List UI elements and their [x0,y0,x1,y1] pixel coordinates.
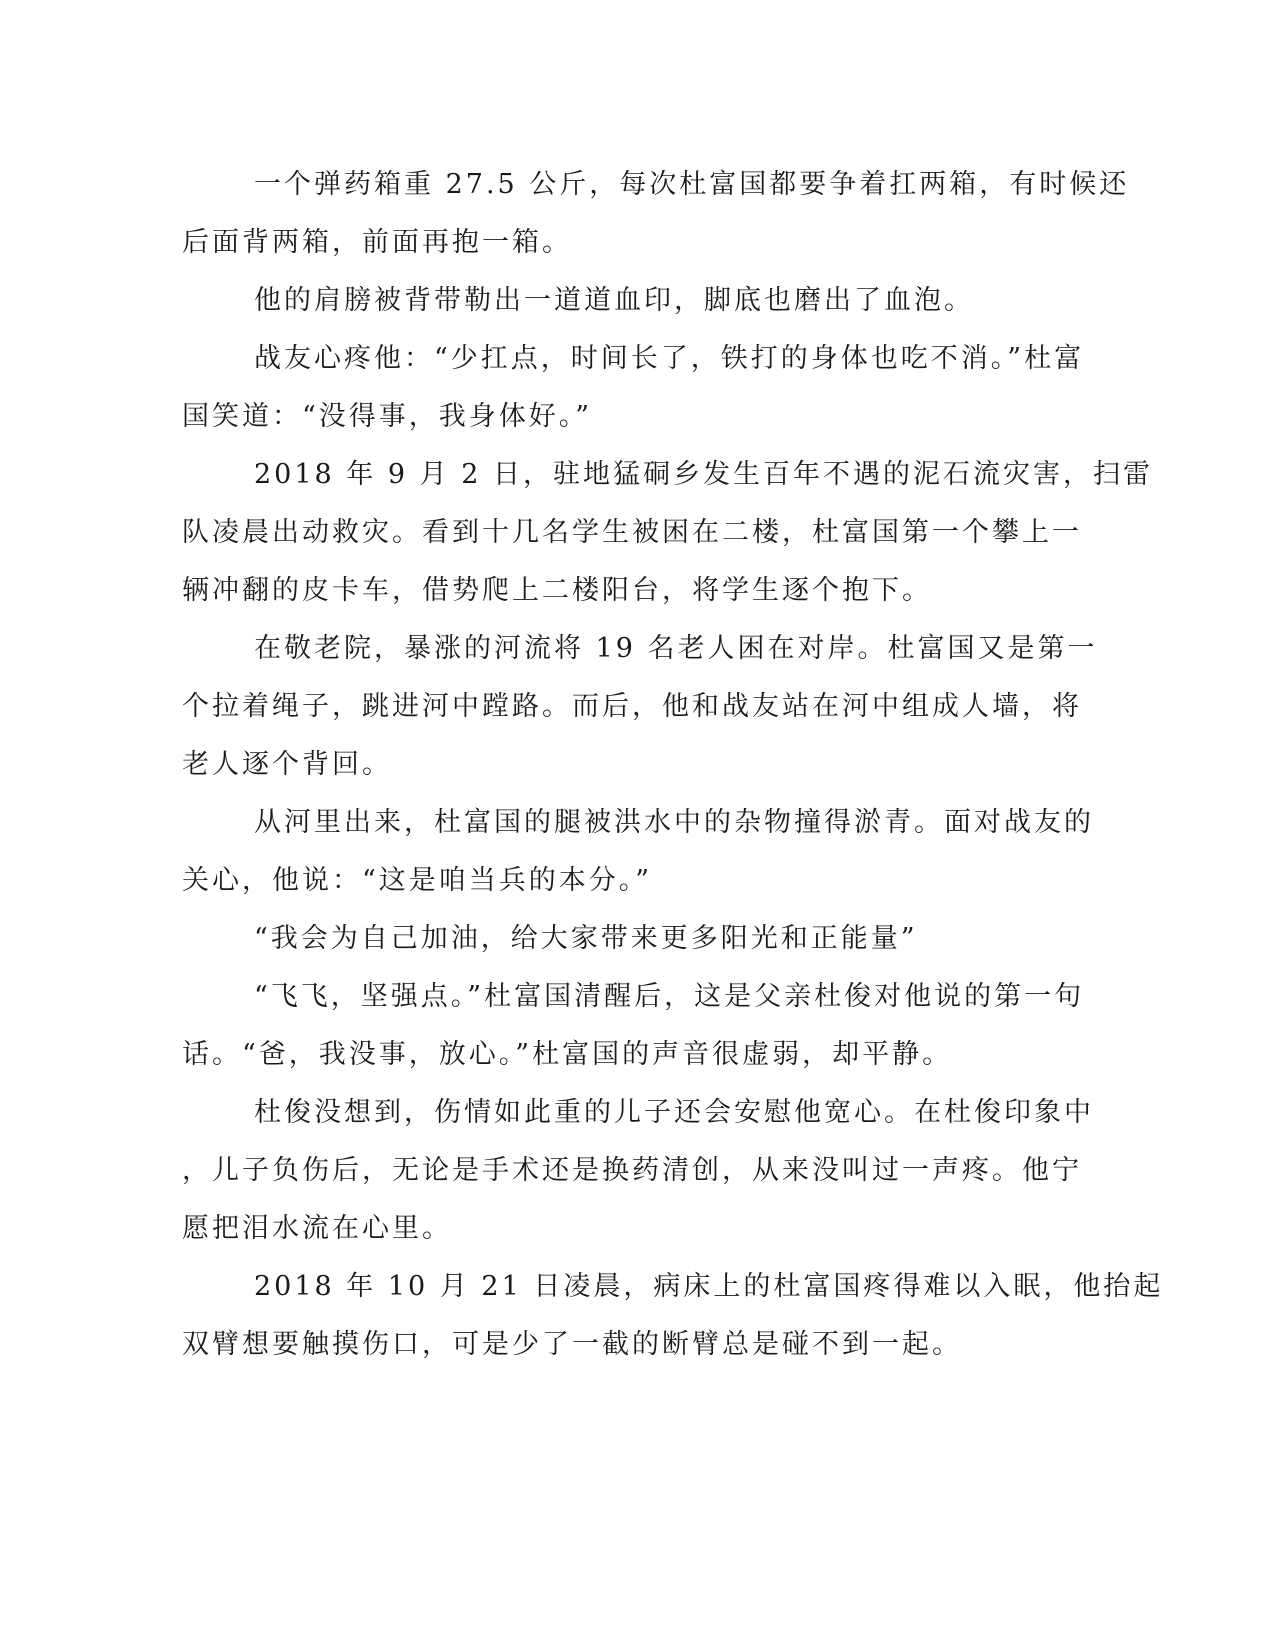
text-line: 老人逐个背回。 [182,749,392,780]
text-line: 2018 年 9 月 2 日，驻地猛硐乡发生百年不遇的泥石流灾害，扫雷 [254,459,1153,490]
text-line: 话。“爸，我没事，放心。”杜富国的声音很虚弱，却平静。 [182,1039,953,1070]
text-line: 队凌晨出动救灾。看到十几名学生被困在二楼，杜富国第一个攀上一 [182,517,1082,548]
paragraph [182,794,1094,910]
paragraph [182,620,1098,794]
paragraph [182,446,1153,620]
text-line: 国笑道：“没得事，我身体好。” [182,401,593,432]
paragraph [182,156,1130,272]
article-body [182,156,1164,1374]
text-line: 辆冲翻的皮卡车，借势爬上二楼阳台，将学生逐个抱下。 [182,575,932,606]
paragraph [182,1084,1094,1258]
paragraph [182,272,1042,330]
text-line: 双臂想要触摸伤口，可是少了一截的断臂总是碰不到一起。 [182,1329,962,1360]
text-line: 在敬老院，暴涨的河流将 19 名老人困在对岸。杜富国又是第一 [254,633,1098,664]
text-line: “飞飞，坚强点。”杜富国清醒后，这是父亲杜俊对他说的第一句 [254,981,1085,1012]
text-line: ，儿子负伤后，无论是手术还是换药清创，从来没叫过一声疼。他宁 [182,1155,1082,1186]
paragraph [182,1258,1164,1374]
text-line: 从河里出来，杜富国的腿被洪水中的杂物撞得淤青。面对战友的 [254,807,1094,838]
text-line: 一个弹药箱重 27.5 公斤，每次杜富国都要争着扛两箱，有时候还 [254,169,1130,200]
paragraph [182,968,1085,1084]
paragraph [182,330,1085,446]
text-line: 个拉着绳子，跳进河中蹚路。而后，他和战友站在河中组成人墙，将 [182,691,1082,722]
text-line: 愿把泪水流在心里。 [182,1213,452,1244]
text-line: 战友心疼他：“少扛点，时间长了，铁打的身体也吃不消。”杜富 [254,343,1085,374]
text-line: 后面背两箱，前面再抱一箱。 [182,227,572,258]
section-heading [182,910,1042,968]
text-line: 2018 年 10 月 21 日凌晨，病床上的杜富国疼得难以入眠，他抬起 [254,1271,1164,1302]
text-line: “我会为自己加油，给大家带来更多阳光和正能量” [254,923,918,954]
text-line: 杜俊没想到，伤情如此重的儿子还会安慰他宽心。在杜俊印象中 [254,1097,1094,1128]
text-line: 他的肩膀被背带勒出一道道血印，脚底也磨出了血泡。 [254,285,974,316]
text-line: 关心，他说：“这是咱当兵的本分。” [182,865,653,896]
